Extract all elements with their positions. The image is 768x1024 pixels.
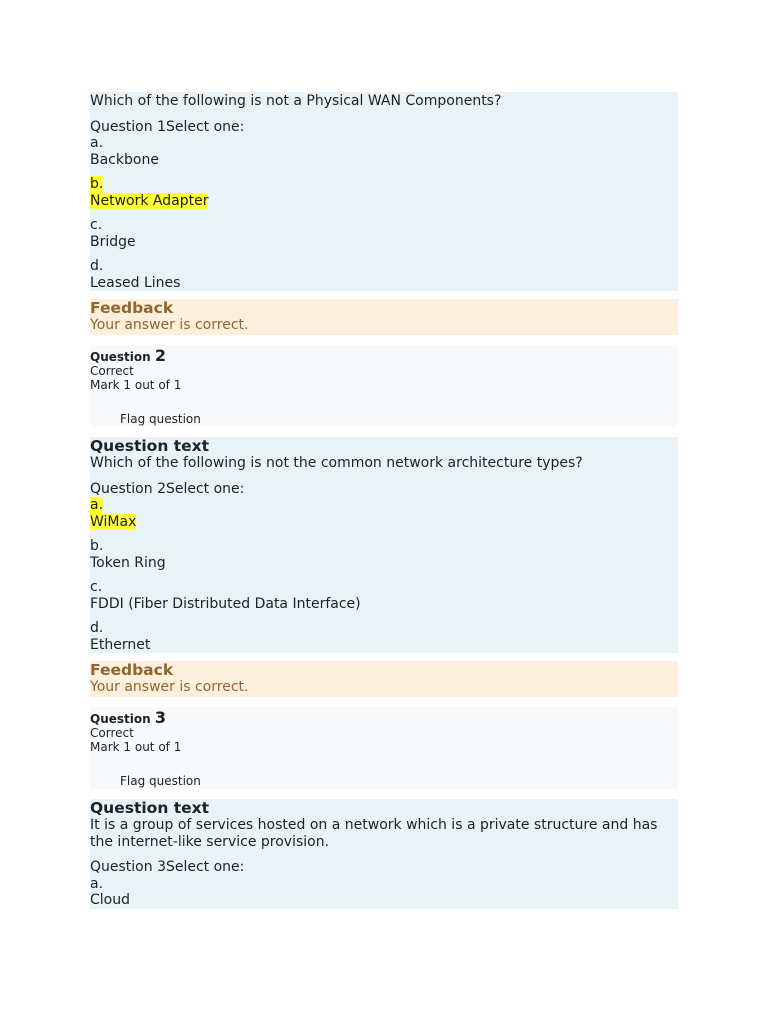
option-text: Cloud [90, 892, 130, 908]
question-2-heading: Question text [90, 437, 210, 455]
question-3-prompt: Question 3Select one: [90, 859, 245, 875]
option-letter: a. [90, 875, 104, 892]
option-text: FDDI (Fiber Distributed Data Interface) [90, 595, 361, 612]
question-3-text: It is a group of services hosted on a network which is a private structure and has the internet-like service provision. [90, 817, 658, 850]
question-label: Question [90, 350, 151, 364]
question-3-formulation [90, 799, 678, 909]
option-text: Token Ring [90, 554, 166, 571]
question-1-formulation [90, 92, 678, 291]
question-3-flag-link[interactable]: Flag question [120, 774, 201, 788]
feedback-heading: Feedback [90, 299, 174, 317]
question-2-formulation [90, 437, 678, 653]
question-number: 2 [154, 346, 166, 365]
question-1-prompt: Question 1Select one: [90, 118, 245, 135]
question-2-prompt: Question 2Select one: [90, 480, 245, 497]
question-1-option-d[interactable] [90, 258, 678, 291]
option-letter: c. [90, 579, 103, 595]
option-text: Backbone [90, 151, 159, 168]
option-letter: a. [90, 135, 104, 151]
option-text: Ethernet [90, 636, 151, 653]
question-2-mark: Mark 1 out of 1 [90, 378, 182, 392]
question-3-info [90, 707, 678, 789]
question-1-option-b[interactable] [90, 176, 678, 209]
question-1-text: Which of the following is not a Physical WAN Components? [90, 93, 502, 109]
option-letter: d. [90, 620, 104, 636]
question-2-state: Correct [90, 364, 134, 378]
question-2-option-a[interactable] [90, 497, 678, 530]
option-text: Leased Lines [90, 274, 181, 291]
quiz-review-page [90, 92, 678, 909]
question-2-option-b[interactable] [90, 538, 678, 571]
option-letter: b. [90, 538, 104, 554]
question-1-option-c[interactable] [90, 217, 678, 250]
question-2-number [90, 345, 678, 364]
option-text: Bridge [90, 233, 136, 250]
question-2-option-c[interactable] [90, 579, 678, 612]
feedback-heading: Feedback [90, 661, 174, 679]
feedback-text: Your answer is correct. [90, 317, 249, 333]
question-number: 3 [154, 708, 166, 727]
question-3-option-a[interactable] [90, 876, 678, 909]
question-1-feedback [90, 299, 678, 335]
option-text: Network Adapter [90, 192, 209, 209]
option-letter: d. [90, 258, 104, 274]
question-1-option-a[interactable] [90, 135, 678, 168]
question-2-feedback [90, 661, 678, 697]
feedback-text: Your answer is correct. [90, 679, 249, 695]
question-3-number [90, 707, 678, 726]
question-2-info [90, 345, 678, 427]
question-label: Question [90, 712, 151, 726]
question-3-mark: Mark 1 out of 1 [90, 740, 182, 754]
question-3-heading: Question text [90, 799, 210, 817]
question-2-flag-link[interactable]: Flag question [120, 412, 201, 426]
option-letter: c. [90, 217, 103, 233]
question-2-text: Which of the following is not the common network architecture types? [90, 455, 583, 471]
option-letter: a. [90, 497, 104, 513]
question-3-state: Correct [90, 726, 134, 740]
option-letter: b. [90, 176, 104, 192]
option-text: WiMax [90, 513, 137, 530]
question-2-option-d[interactable] [90, 620, 678, 653]
